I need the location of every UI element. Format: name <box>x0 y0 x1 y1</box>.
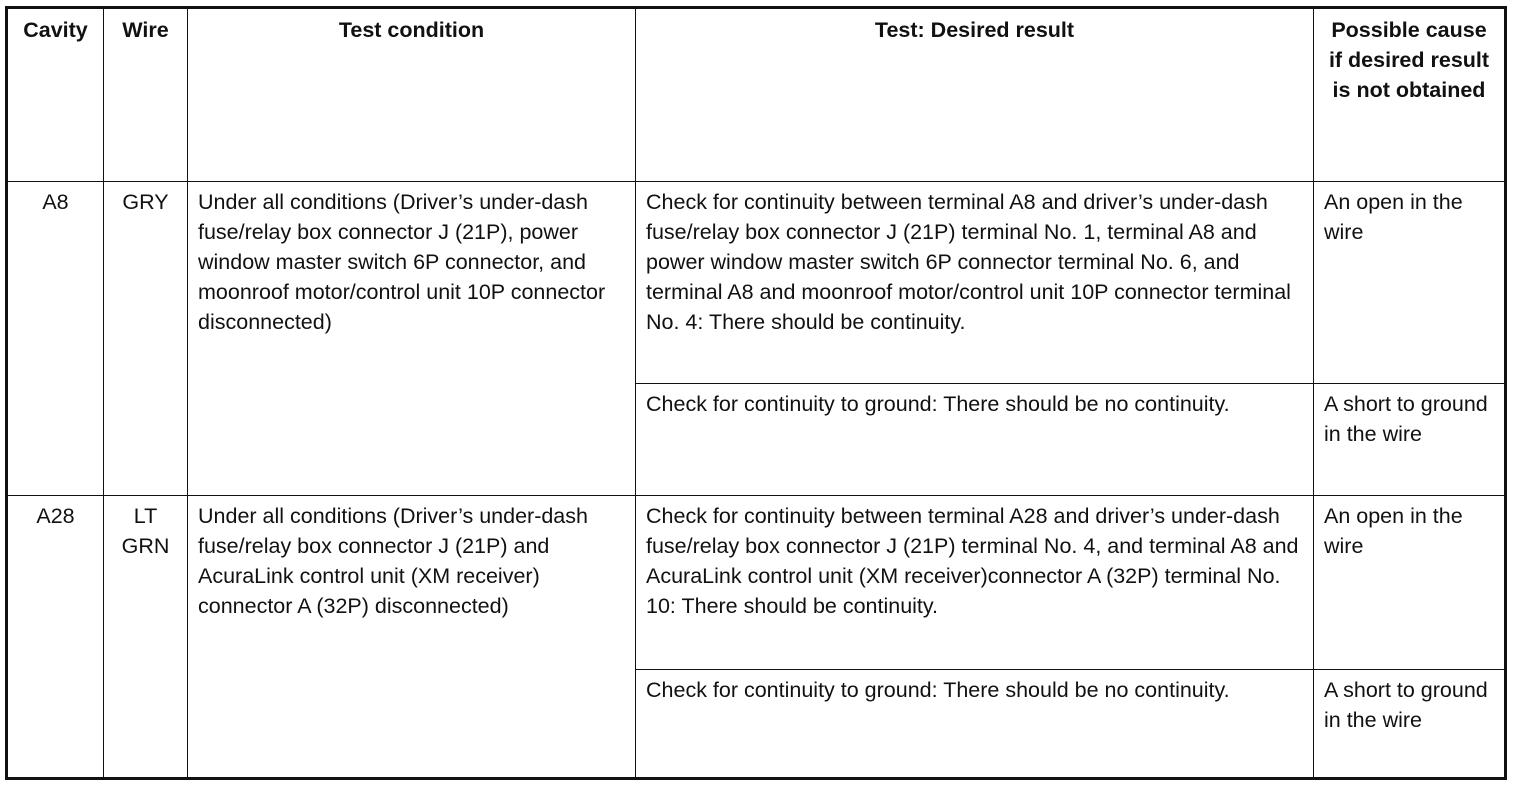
header-wire: Wire <box>104 8 188 182</box>
desired-result-cell: Check for continuity between terminal A8 and driver’s under-dash fuse/relay box connector J (21P) terminal No. 1, terminal A8 and power window master switch 6P connector terminal No. 6, and terminal A8 and moonroof motor/control unit 10P connector terminal No. 4: There should be continuity. <box>636 182 1314 384</box>
possible-cause-cell: A short to ground in the wire <box>1314 384 1506 496</box>
desired-result-cell: Check for continuity to ground: There should be no continuity. <box>636 670 1314 779</box>
wire-cell: LT GRN <box>104 496 188 779</box>
possible-cause-cell: An open in the wire <box>1314 182 1506 384</box>
header-possible-cause: Possible cause if desired result is not obtained <box>1314 8 1506 182</box>
test-condition-cell: Under all conditions (Driver’s under-dash fuse/relay box connector J (21P) and AcuraLink control unit (XM receiver) connector A (32P) disconnected) <box>188 496 636 779</box>
desired-result-cell: Check for continuity between terminal A28 and driver’s under-dash fuse/relay box connector J (21P) terminal No. 4, and terminal A8 and AcuraLink control unit (XM receiver)connector A (32P) terminal No. 10: There should be continuity. <box>636 496 1314 670</box>
table-row <box>7 182 1506 384</box>
header-test-condition: Test condition <box>188 8 636 182</box>
test-condition-cell: Under all conditions (Driver’s under-dash fuse/relay box connector J (21P), power window master switch 6P connector, and moonroof motor/control unit 10P connector disconnected) <box>188 182 636 496</box>
cavity-cell: A28 <box>7 496 104 779</box>
diagnostic-table <box>5 6 1507 780</box>
desired-result-cell: Check for continuity to ground: There should be no continuity. <box>636 384 1314 496</box>
cavity-cell: A8 <box>7 182 104 496</box>
possible-cause-cell: An open in the wire <box>1314 496 1506 670</box>
possible-cause-cell: A short to ground in the wire <box>1314 670 1506 779</box>
table-row <box>7 496 1506 670</box>
header-desired-result: Test: Desired result <box>636 8 1314 182</box>
wire-cell: GRY <box>104 182 188 496</box>
header-row <box>7 8 1506 182</box>
header-cavity: Cavity <box>7 8 104 182</box>
table-header <box>7 8 1506 182</box>
table-body <box>7 182 1506 779</box>
